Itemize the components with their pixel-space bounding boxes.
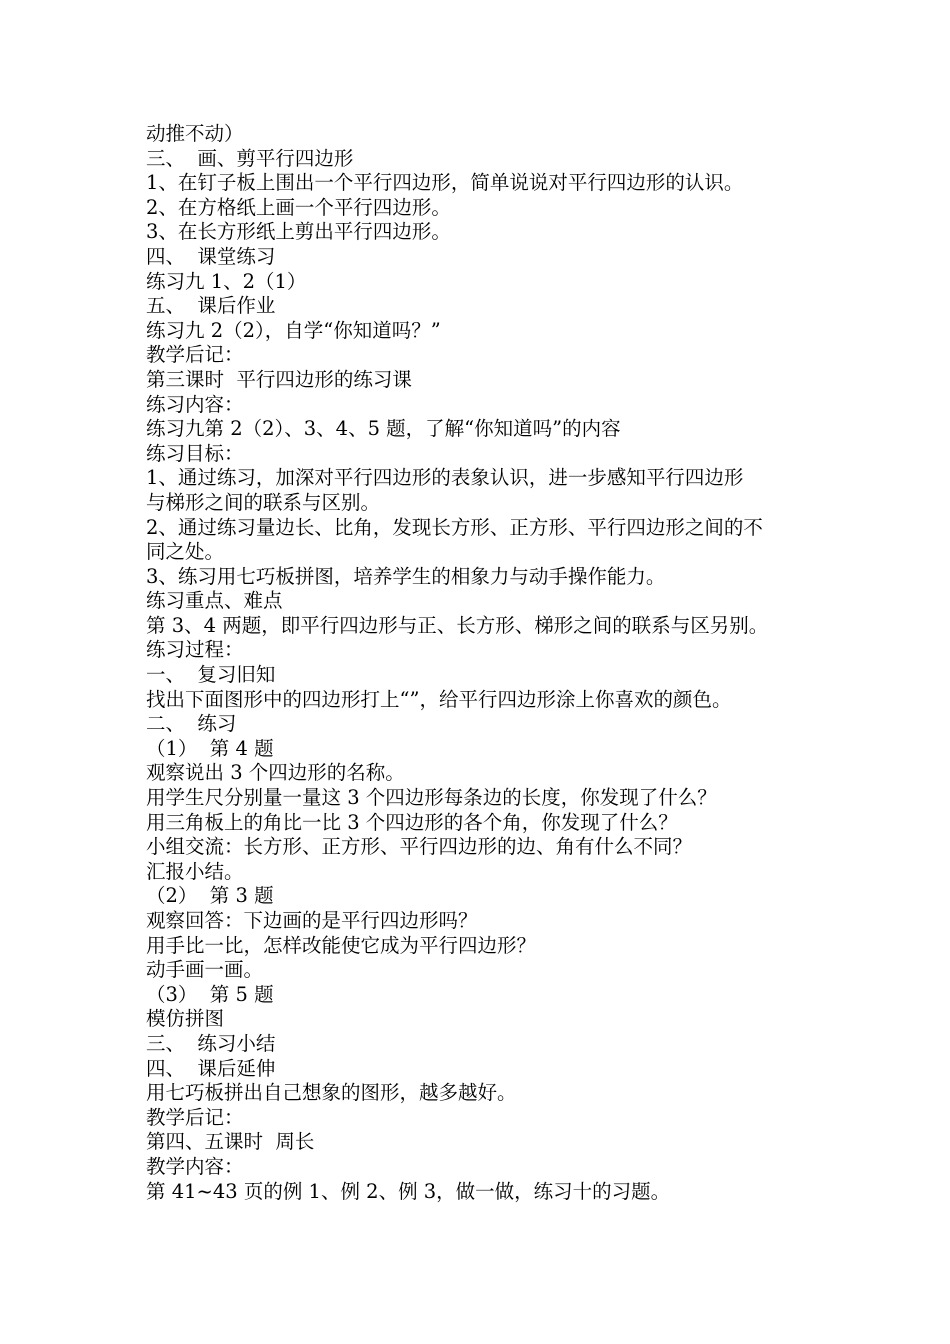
text-line: 练习九 1、2（1） bbox=[146, 269, 307, 293]
text-line: 用三角板上的角比一比 3 个四边形的各个角，你发现了什么？ bbox=[146, 810, 678, 834]
text-line: 教学后记： bbox=[146, 1105, 244, 1129]
section-heading: 三、 画、剪平行四边形 bbox=[146, 146, 354, 170]
subsection-heading: （3） 第 5 题 bbox=[146, 982, 274, 1006]
subsection-heading: （2） 第 3 题 bbox=[146, 884, 274, 908]
text-line: 汇报小结。 bbox=[146, 859, 244, 883]
text-line: 1、在钉子板上围出一个平行四边形，简单说说对平行四边形的认识。 bbox=[146, 171, 744, 195]
text-line: 2、通过练习量边长、比角，发现长方形、正方形、平行四边形之间的不 bbox=[146, 515, 763, 539]
text-line: 练习九第 2（2）、3、4、5 题，了解“你知道吗”的内容 bbox=[146, 417, 621, 441]
text-line: 第 3、4 两题，即平行四边形与正、长方形、梯形之间的联系与区另别。 bbox=[146, 613, 769, 637]
document-body bbox=[146, 122, 846, 1204]
text-line: 2、在方格纸上画一个平行四边形。 bbox=[146, 195, 451, 219]
lesson-title: 第四、五课时 周长 bbox=[146, 1130, 315, 1154]
section-heading: 四、 课后延伸 bbox=[146, 1056, 276, 1080]
text-line: 用手比一比，怎样改能使它成为平行四边形？ bbox=[146, 933, 537, 957]
text-line: 第 41~43 页的例 1、例 2、例 3，做一做，练习十的习题。 bbox=[146, 1179, 671, 1203]
text-line: 小组交流：长方形、正方形、平行四边形的边、角有什么不同？ bbox=[146, 835, 693, 859]
text-line: 用学生尺分别量一量这 3 个四边形每条边的长度，你发现了什么？ bbox=[146, 786, 717, 810]
section-heading: 一、 复习旧知 bbox=[146, 663, 276, 687]
text-line: 同之处。 bbox=[146, 540, 225, 564]
text-line: 练习目标： bbox=[146, 441, 244, 465]
section-heading: 四、 课堂练习 bbox=[146, 244, 276, 268]
text-line: 练习内容： bbox=[146, 392, 244, 416]
text-line: 观察回答：下边画的是平行四边形吗？ bbox=[146, 909, 478, 932]
lesson-title: 第三课时 平行四边形的练习课 bbox=[146, 367, 412, 391]
text-line: 动推不动） bbox=[146, 122, 244, 145]
text-line: 练习过程： bbox=[146, 638, 244, 662]
text-line: 动手画一画。 bbox=[146, 958, 264, 982]
text-line: 3、练习用七巧板拼图，培养学生的相象力与动手操作能力。 bbox=[146, 564, 666, 588]
section-heading: 三、 练习小结 bbox=[146, 1031, 276, 1055]
text-line: 模仿拼图 bbox=[146, 1007, 225, 1031]
text-line: 与梯形之间的联系与区别。 bbox=[146, 490, 381, 514]
text-line: 练习九 2（2），自学“你知道吗？” bbox=[146, 318, 441, 342]
text-line: 观察说出 3 个四边形的名称。 bbox=[146, 761, 405, 785]
text-line: 找出下面图形中的四边形打上“”，给平行四边形涂上你喜欢的颜色。 bbox=[146, 687, 732, 711]
section-heading: 五、 课后作业 bbox=[146, 294, 276, 318]
text-line: 1、通过练习，加深对平行四边形的表象认识，进一步感知平行四边形 bbox=[146, 466, 744, 490]
text-line: 用七巧板拼出自己想象的图形，越多越好。 bbox=[146, 1081, 517, 1105]
text-line: 教学后记： bbox=[146, 343, 244, 367]
subsection-heading: （1） 第 4 题 bbox=[146, 736, 274, 760]
text-line: 教学内容： bbox=[146, 1154, 244, 1178]
text-line: 3、在长方形纸上剪出平行四边形。 bbox=[146, 220, 451, 244]
text-line: 练习重点、难点 bbox=[146, 589, 283, 613]
section-heading: 二、 练习 bbox=[146, 712, 237, 736]
